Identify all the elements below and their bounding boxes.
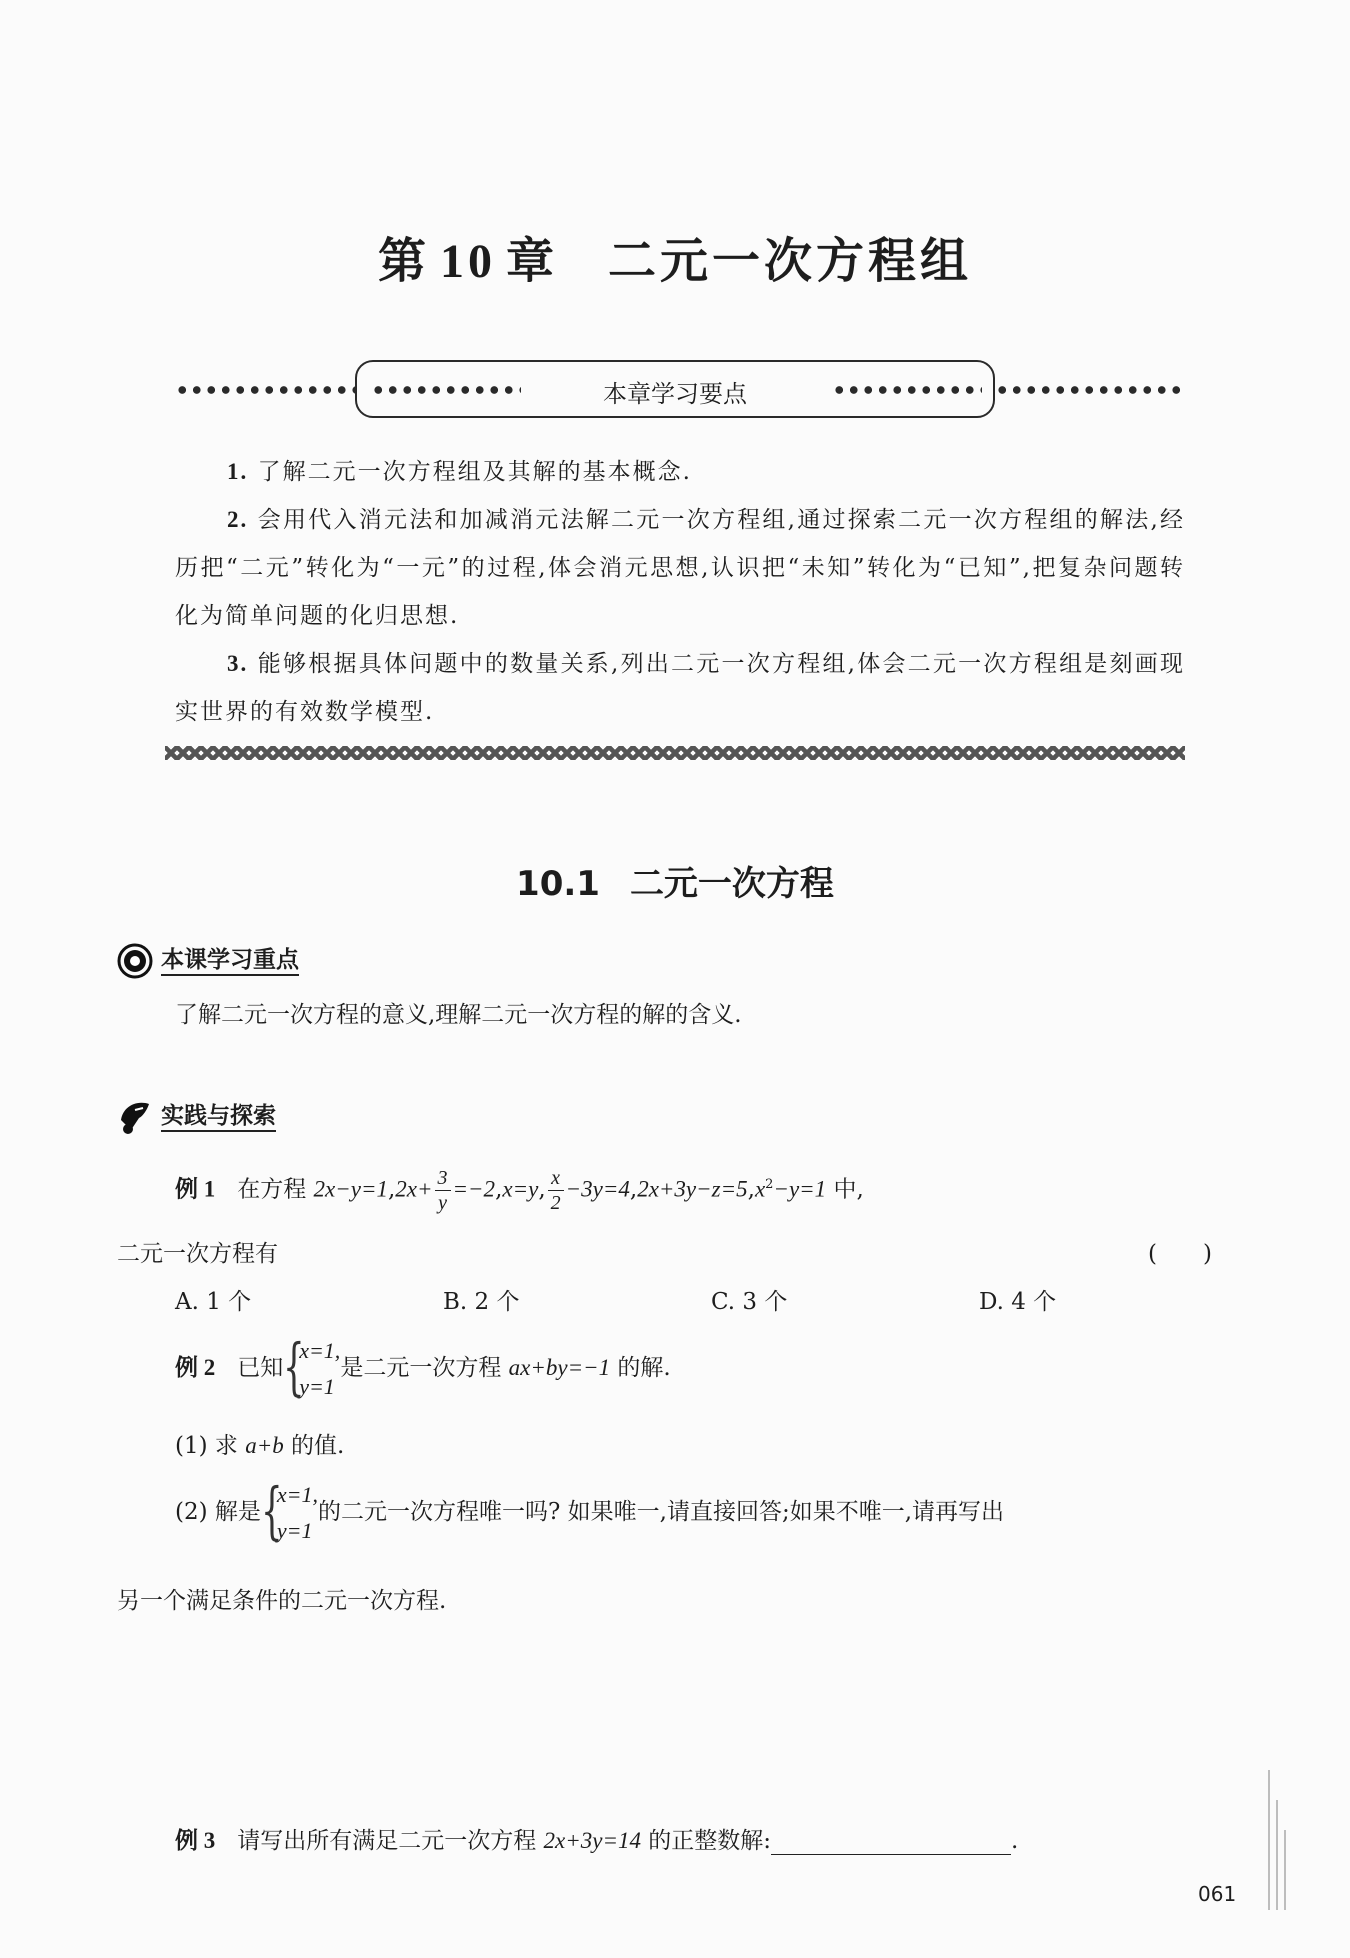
learning-points-list	[175, 448, 1185, 736]
fraction: $\frac{3}{y}$	[435, 1166, 451, 1215]
section-title	[0, 856, 1350, 905]
option-b: B. 2 个	[443, 1289, 520, 1315]
section-number: 10.1	[516, 864, 600, 904]
example-3: 例 3 请写出所有满足二元一次方程 2x+3y=14 的正整数解: .	[175, 1828, 1019, 1854]
section-name: 二元一次方程	[629, 864, 834, 904]
target-icon	[117, 943, 153, 979]
fraction: $\frac{x}{2}$	[548, 1166, 564, 1215]
example-label: 例 1	[175, 1176, 216, 1202]
example-1-line2: 二元一次方程有	[117, 1241, 278, 1267]
example-label: 例 2	[175, 1355, 216, 1380]
example-1-options	[175, 1283, 1185, 1316]
answer-blank[interactable]	[771, 1828, 1011, 1855]
example-1: 例 1 在方程 2x−y=1,2x+ $\frac{3}{y}$ =−2,x=y, $\frac{x}{2}$ $-3y=4,2x+3y-z=5,x^2-y=1$ 中,	[175, 1167, 864, 1215]
practice-heading-label: 实践与探索	[161, 1103, 276, 1132]
chapter-suffix: 章	[505, 235, 558, 288]
example-2-part-2: (2) 解是 { x=1, y=1 的二元一次方程唯一吗? 如果唯一,请直接回答;如果不唯一,请再写出	[175, 1474, 1005, 1547]
option-d: D. 4 个	[979, 1289, 1057, 1315]
answer-paren: ( )	[1148, 1241, 1212, 1267]
focus-heading-label: 本课学习重点	[161, 947, 299, 976]
option-a: A. 1 个	[175, 1289, 252, 1315]
practice-heading	[117, 1096, 276, 1136]
page-edge-mark	[1276, 1800, 1278, 1910]
dotted-rule-right	[995, 386, 1185, 394]
learning-points-label: 本章学习要点	[595, 380, 755, 408]
chapter-name: 二元一次方程组	[608, 235, 973, 288]
option-c: C. 3 个	[711, 1289, 788, 1315]
chapter-prefix: 第	[377, 235, 430, 288]
chapter-number: 10	[439, 235, 496, 288]
example-label: 例 3	[175, 1828, 216, 1853]
focus-text: 了解二元一次方程的意义,理解二元一次方程的解的含义.	[175, 1002, 742, 1028]
focus-heading	[117, 941, 299, 979]
dotted-rule-left	[175, 386, 355, 394]
learning-point-item: 3. 能够根据具体问题中的数量关系,列出二元一次方程组,体会二元一次方程组是刻画现实世界的有效数学模型.	[175, 651, 1185, 725]
page-edge-mark	[1284, 1830, 1286, 1910]
learning-points-banner	[355, 360, 995, 418]
learning-point-item: 2. 会用代入消元法和加减消元法解二元一次方程组,通过探索二元一次方程组的解法,经历把“二元”转化为“一元”的过程,体会消元思想,认识把“未知”转化为“已知”,把复杂问题转化为简单问题的化归思想.	[175, 507, 1185, 629]
pen-nib-icon	[117, 1096, 155, 1136]
equation-system: { x=1, y=1	[260, 1474, 319, 1547]
page-number: 061	[1198, 1882, 1237, 1906]
example-2: 例 2 已知 { x=1, y=1 是二元一次方程 ax+by=−1 的解.	[175, 1330, 671, 1403]
page-edge-mark	[1268, 1770, 1270, 1910]
example-2-part-1: (1) 求 a+b 的值.	[175, 1433, 345, 1459]
equation-system: { x=1, y=1	[283, 1330, 341, 1403]
diamond-rule	[165, 746, 1185, 760]
example-2-part-2-line2: 另一个满足条件的二元一次方程.	[117, 1588, 447, 1614]
learning-point-item: 1. 了解二元一次方程组及其解的基本概念.	[227, 459, 692, 485]
chapter-title	[0, 222, 1350, 291]
